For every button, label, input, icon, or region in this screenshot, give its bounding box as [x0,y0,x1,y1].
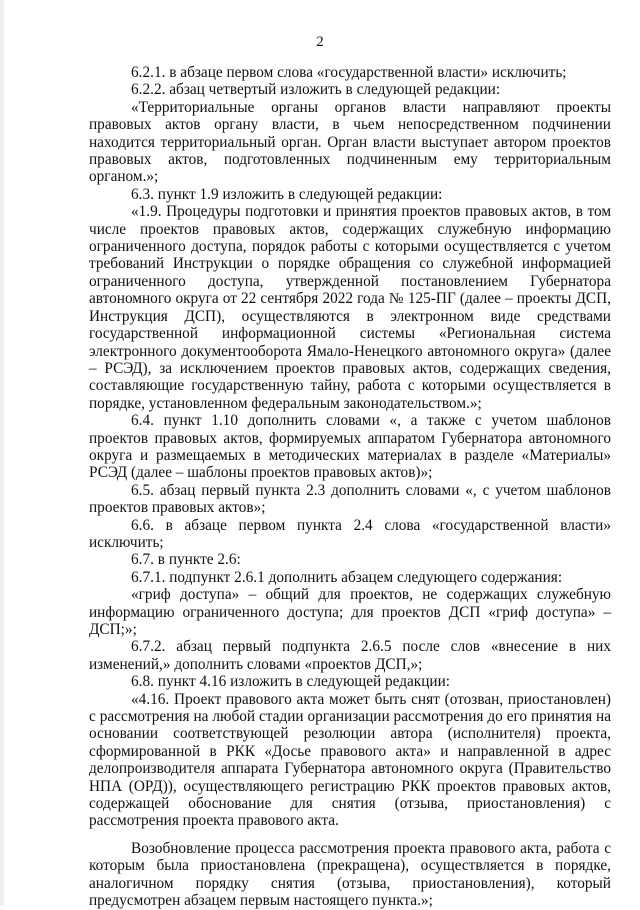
paragraph-6-5: 6.5. абзац первый пункта 2.3 дополнить словами «, с учетом шаблонов проектов правовых актов»; [89,481,611,517]
paragraph-6-2-1: 6.2.1. в абзаце первом слова «государственной власти» исключить; [131,64,567,81]
paragraph-6-7: 6.7. в пункте 2.6: [131,551,241,569]
paragraph-6-7-1: 6.7.1. подпункт 2.6.1 дополнить абзацем следующего содержания: [131,568,563,586]
page-number: 2 [316,34,324,50]
paragraph-access-stamp: «гриф доступа» – общий для проектов, не содержащих служебную информацию ограниченного доступа; для проектов ДСП «гриф доступа» – ДСП;»; [89,586,611,638]
paragraph-territorial-organs: «Территориальные органы органов власти направляют проекты правовых актов органу власти, в чьем непосредственном подчинении находится территориальный орган. Орган власти выступает автором проектов правовых актов, подготовленных подчиненным ему территориальным органом.»; [89,98,611,186]
paragraph-6-3: 6.3. пункт 1.9 изложить в следующей редакции: [131,185,443,203]
paragraph-6-8: 6.8. пункт 4.16 изложить в следующей редакции: [131,673,451,691]
paragraph-1-9: «1.9. Процедуры подготовки и принятия проектов правовых актов, в том числе проектов правовых актов, содержащих служебную информацию ограниченного доступа, порядок работы с которыми осуществляется с учетом требований Инструкции о порядке обращения со служебной информацией ограниченного доступа, утвержденной постановлением Губернатора автономного округа от 22 сентября 2022 года № 125-ПГ (далее – проекты ДСП, Инструкция ДСП), осуществляются в электронном виде средствами государственной информационной системы «Региональная система электронного документооборота Ямало-Ненецкого автономного округа» (далее – РСЭД), за исключением проектов правовых актов, содержащих сведения, составляющие государственную тайну, работа с которыми осуществляется в порядке, установленном федеральным законодательством.»; [89,203,611,412]
paragraph-6-2-2: 6.2.2. абзац четвертый изложить в следующей редакции: [131,81,501,99]
document-body [89,64,611,910]
paragraph-resumption: Возобновление процесса рассмотрения проекта правового акта, работа с которым была приостановлена (прекращена), осуществляется в порядке, аналогичном порядку снятия (отзыва, приостановления), который предусмотрен абзацем первым настоящего пункта.»; [89,839,611,910]
paragraph-6-4: 6.4. пункт 1.10 дополнить словами «, а также с учетом шаблонов проектов правовых актов, формируемых аппаратом Губернатора автономного округа и размещаемых в методических материалах в разделе «Материалы» РСЭД (далее – шаблоны проектов правовых актов)»; [89,412,611,482]
paragraph-6-6: 6.6. в абзаце первом пункта 2.4 слова «государственной власти» исключить; [89,516,611,551]
page-left-edge [0,0,4,905]
paragraph-6-7-2: 6.7.2. абзац первый подпункта 2.6.5 после слов «внесение в них изменений,» дополнить словами «проектов ДСП,»; [89,638,611,673]
paragraph-4-16: «4.16. Проект правового акта может быть снят (отозван, приостановлен) с рассмотрения на любой стадии организации рассмотрения до его принятия на основании соответствующей резолюции автора (исполнителя) проекта, сформированной в РКК «Досье правового акта» и направленной в адрес делопроизводителя аппарата Губернатора автономного округа (Правительство НПА (ОРД)), осуществляющего регистрацию РКК проектов правовых актов, содержащей обоснование для снятия (отзыва, приостановления) с рассмотрения проекта правового акта. [89,690,611,830]
